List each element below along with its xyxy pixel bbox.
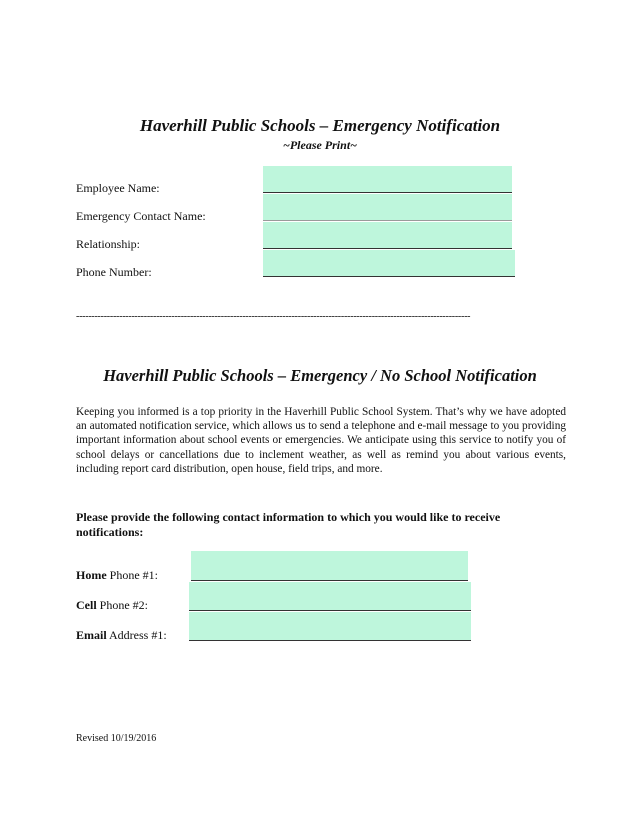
cell-phone-label-rest: Phone #2: [96, 598, 149, 612]
phone-number-input[interactable] [263, 250, 515, 276]
emergency-contact-name-input[interactable] [263, 194, 512, 220]
home-phone-field[interactable] [191, 551, 468, 581]
cell-phone-label-bold: Cell [76, 598, 97, 612]
employee-name-input[interactable] [263, 166, 512, 192]
cell-phone-label [76, 598, 148, 613]
relationship-field[interactable] [263, 222, 512, 249]
cell-phone-input[interactable] [189, 582, 471, 610]
email-address-input[interactable] [189, 612, 471, 640]
email-address-label-rest: Address #1: [106, 628, 167, 642]
emergency-contact-name-field[interactable] [263, 194, 512, 221]
revised-date: Revised 10/19/2016 [76, 733, 157, 744]
phone-number-field[interactable] [263, 250, 515, 277]
relationship-label: Relationship: [76, 237, 140, 251]
emergency-contact-name-label: Emergency Contact Name: [76, 209, 206, 223]
please-print-note: ~Please Print~ [282, 138, 357, 152]
cut-line-divider: -------------------------------------------------------------------------------------------------------------------------------- [76, 311, 471, 322]
relationship-input[interactable] [263, 222, 512, 248]
employee-name-label: Employee Name: [76, 181, 160, 195]
phone-number-label: Phone Number: [76, 265, 152, 279]
home-phone-label-bold: Home [76, 568, 107, 582]
home-phone-input[interactable] [191, 551, 468, 580]
home-phone-label [76, 568, 158, 583]
form-title: Haverhill Public Schools – Emergency Notification [139, 116, 501, 135]
intro-paragraph: Keeping you informed is a top priority in the Haverhill Public School System. That’s why we have adopted an automated notification service, which allows us to send a telephone and e-mail message to you providing important information about school events or emergencies. We anticipate using this service to notify you of school delays or cancellations due to inclement weather, as well as remind you about various events, including report card distribution, open house, field trips, and more. [76, 406, 566, 475]
cell-phone-field[interactable] [189, 582, 471, 611]
email-address-label-bold: Email [76, 628, 107, 642]
notification-section-title: Haverhill Public Schools – Emergency / No School Notification [103, 366, 537, 385]
employee-name-field[interactable] [263, 166, 512, 193]
contact-instruction: Please provide the following contact information to which you would like to receive notifications: [76, 510, 501, 539]
email-address-field[interactable] [189, 612, 471, 641]
home-phone-label-rest: Phone #1: [106, 568, 158, 582]
email-address-label [76, 628, 167, 643]
